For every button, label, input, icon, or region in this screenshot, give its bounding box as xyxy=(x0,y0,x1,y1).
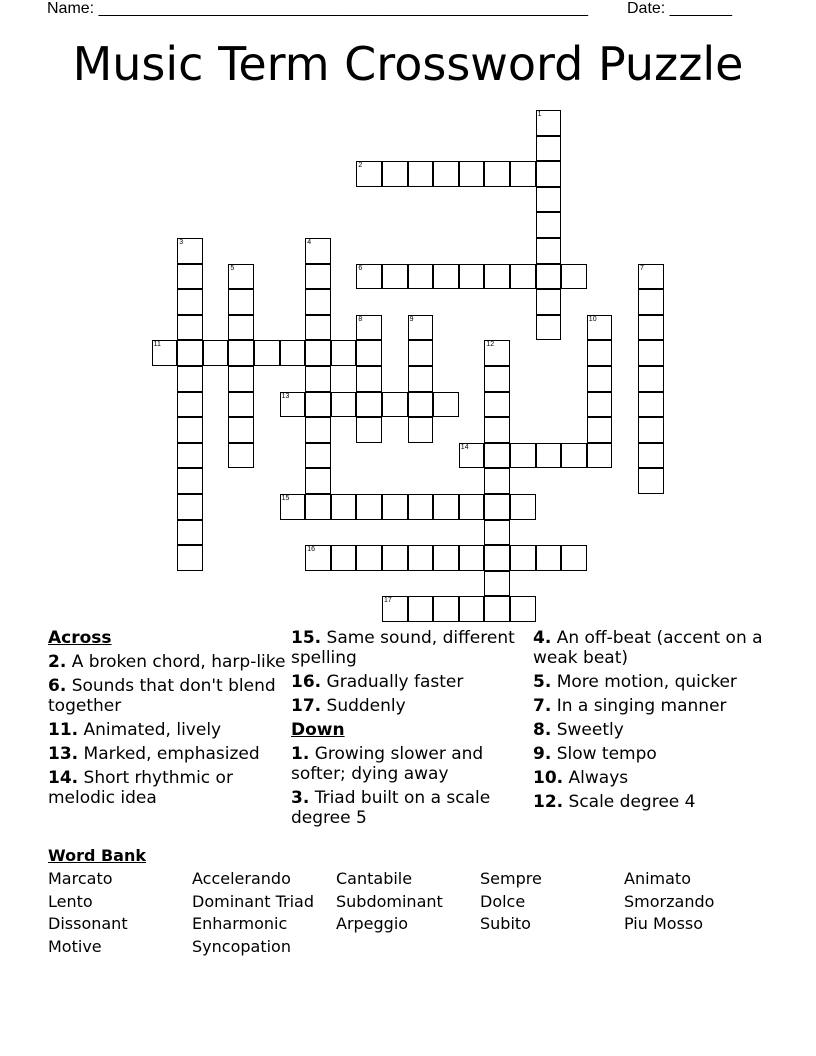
crossword-cell[interactable] xyxy=(408,340,434,366)
crossword-cell[interactable] xyxy=(484,545,510,571)
crossword-cell[interactable] xyxy=(177,520,203,546)
crossword-cell[interactable] xyxy=(638,264,664,290)
crossword-cell[interactable] xyxy=(356,340,382,366)
clue-across-13: 13. Marked, emphasized xyxy=(48,744,260,764)
clue-down-10: 10. Always xyxy=(533,768,629,788)
word-bank-item: Enharmonic xyxy=(192,914,288,934)
crossword-cell[interactable] xyxy=(305,468,331,494)
crossword-cell[interactable] xyxy=(331,494,357,520)
crossword-cell[interactable] xyxy=(305,366,331,392)
crossword-cell[interactable] xyxy=(484,468,510,494)
clue-down-7: 7. In a singing manner xyxy=(533,696,727,716)
crossword-cell[interactable] xyxy=(305,340,331,366)
crossword-cell[interactable] xyxy=(177,315,203,341)
crossword-cell[interactable] xyxy=(433,264,459,290)
crossword-cell[interactable] xyxy=(228,315,254,341)
crossword-cell[interactable] xyxy=(536,264,562,290)
crossword-cell[interactable] xyxy=(280,340,306,366)
clue-down-4: 4. An off-beat (accent on a weak beat) xyxy=(533,628,763,668)
crossword-cell[interactable] xyxy=(587,417,613,443)
crossword-cell[interactable] xyxy=(408,417,434,443)
crossword-cell[interactable] xyxy=(382,392,408,418)
crossword-cell[interactable] xyxy=(536,136,562,162)
crossword-cell[interactable] xyxy=(587,340,613,366)
word-bank-item: Marcato xyxy=(48,869,113,888)
clue-across-14: 14. Short rhythmic or melodic idea xyxy=(48,768,233,808)
crossword-cell[interactable] xyxy=(408,161,434,187)
crossword-cell[interactable] xyxy=(638,417,664,443)
crossword-cell[interactable] xyxy=(484,392,510,418)
clue-down-9: 9. Slow tempo xyxy=(533,744,657,764)
clue-down-8: 8. Sweetly xyxy=(533,720,624,740)
clue-down-3: 3. Triad built on a scale degree 5 xyxy=(291,788,491,828)
crossword-cell[interactable] xyxy=(484,161,510,187)
word-bank-item: Cantabile xyxy=(336,869,413,888)
crossword-cell[interactable] xyxy=(305,289,331,315)
crossword-cell[interactable] xyxy=(638,443,664,469)
crossword-cell[interactable] xyxy=(280,392,306,418)
crossword-cell[interactable] xyxy=(459,494,485,520)
crossword-cell[interactable] xyxy=(587,315,613,341)
crossword-cell[interactable] xyxy=(484,494,510,520)
word-bank xyxy=(48,846,768,959)
word-bank-item: Motive xyxy=(48,937,102,957)
crossword-cell[interactable] xyxy=(305,443,331,469)
crossword-cell[interactable] xyxy=(177,264,203,290)
crossword-cell[interactable] xyxy=(638,289,664,315)
crossword-cell[interactable] xyxy=(356,161,382,187)
crossword-cell[interactable] xyxy=(228,264,254,290)
crossword-cell[interactable] xyxy=(177,366,203,392)
crossword-cell[interactable] xyxy=(484,417,510,443)
crossword-cell[interactable] xyxy=(305,315,331,341)
crossword-cell[interactable] xyxy=(561,443,587,469)
crossword-cell[interactable] xyxy=(305,545,331,571)
word-bank-item: Animato xyxy=(624,869,691,888)
page-title: Music Term Crossword Puzzle xyxy=(72,37,744,91)
crossword-cell[interactable] xyxy=(484,264,510,290)
clue-across-17: 17. Suddenly xyxy=(291,696,406,716)
crossword-cell[interactable] xyxy=(382,545,408,571)
crossword-cell[interactable] xyxy=(331,340,357,366)
crossword-cell[interactable] xyxy=(484,443,510,469)
clue-number: 2 xyxy=(358,162,363,170)
clue-column-2 xyxy=(291,628,531,832)
word-bank-item: Arpeggio xyxy=(336,914,409,934)
across-heading: Across xyxy=(48,628,112,648)
clue-down-5: 5. More motion, quicker xyxy=(533,672,737,692)
crossword-cell[interactable] xyxy=(561,264,587,290)
crossword-cell[interactable] xyxy=(331,545,357,571)
crossword-cell[interactable] xyxy=(510,545,536,571)
crossword-cell[interactable] xyxy=(638,392,664,418)
crossword-cell[interactable] xyxy=(228,340,254,366)
crossword-cell[interactable] xyxy=(382,596,408,622)
crossword-cell[interactable] xyxy=(228,417,254,443)
crossword-cell[interactable] xyxy=(484,520,510,546)
crossword-cell[interactable] xyxy=(331,392,357,418)
crossword-cell[interactable] xyxy=(484,571,510,597)
crossword-cell[interactable] xyxy=(305,417,331,443)
word-bank-item: Piu Mosso xyxy=(624,914,704,934)
word-bank-item: Dolce xyxy=(480,891,526,911)
clue-number: 3 xyxy=(179,239,184,246)
crossword-cell[interactable] xyxy=(177,289,203,315)
crossword-cell[interactable] xyxy=(356,315,382,341)
crossword-cell[interactable] xyxy=(382,264,408,290)
crossword-cell[interactable] xyxy=(280,494,306,520)
clue-across-6: 6. Sounds that don't blend together xyxy=(48,676,276,716)
name-field-label[interactable]: Name: _______________________________________________________ xyxy=(47,0,588,17)
crossword-cell[interactable] xyxy=(510,596,536,622)
crossword-cell[interactable] xyxy=(536,110,562,136)
crossword-cell[interactable] xyxy=(408,545,434,571)
crossword-cell[interactable] xyxy=(638,366,664,392)
crossword-cell[interactable] xyxy=(433,392,459,418)
clue-number: 16 xyxy=(307,546,315,554)
crossword-cell[interactable] xyxy=(459,545,485,571)
word-bank-list xyxy=(48,868,768,959)
crossword-cell[interactable] xyxy=(382,494,408,520)
clue-column-3 xyxy=(533,628,773,816)
crossword-cell[interactable] xyxy=(433,494,459,520)
clue-number: 1 xyxy=(537,111,542,118)
clue-down-12: 12. Scale degree 4 xyxy=(533,792,696,812)
crossword-cell[interactable] xyxy=(356,545,382,571)
clue-across-15: 15. Same sound, different spelling xyxy=(291,628,515,668)
crossword-cell[interactable] xyxy=(459,443,485,469)
crossword-cell[interactable] xyxy=(152,340,178,366)
word-bank-item: Accelerando xyxy=(192,869,291,888)
word-bank-item: Lento xyxy=(48,891,93,911)
crossword-cell[interactable] xyxy=(510,443,536,469)
crossword-cell[interactable] xyxy=(536,187,562,213)
crossword-cell[interactable] xyxy=(177,468,203,494)
clue-number: 7 xyxy=(640,264,644,272)
crossword-cell[interactable] xyxy=(587,443,613,469)
crossword-cell[interactable] xyxy=(536,161,562,187)
crossword-cell[interactable] xyxy=(177,417,203,443)
crossword-cell[interactable] xyxy=(177,238,203,264)
clue-number: 13 xyxy=(281,392,290,400)
crossword-cell[interactable] xyxy=(203,340,229,366)
crossword-cell[interactable] xyxy=(382,161,408,187)
crossword-cell[interactable] xyxy=(305,494,331,520)
crossword-cell[interactable] xyxy=(228,289,254,315)
crossword-cell[interactable] xyxy=(433,596,459,622)
word-bank-item: Sempre xyxy=(480,869,542,888)
crossword-cell[interactable] xyxy=(356,264,382,290)
clue-column-1 xyxy=(48,628,288,812)
crossword-cell[interactable] xyxy=(536,238,562,264)
crossword-cell[interactable] xyxy=(408,366,434,392)
crossword-cell[interactable] xyxy=(177,545,203,571)
word-bank-item: Smorzando xyxy=(624,891,715,911)
clue-number: 10 xyxy=(588,315,597,323)
crossword-cell[interactable] xyxy=(561,545,587,571)
crossword-cell[interactable] xyxy=(305,392,331,418)
crossword-cell[interactable] xyxy=(228,392,254,418)
clue-down-1: 1. Growing slower and softer; dying away xyxy=(291,744,484,784)
clue-number: 15 xyxy=(281,495,290,502)
crossword-cell[interactable] xyxy=(536,545,562,571)
crossword-cell[interactable] xyxy=(536,443,562,469)
crossword-cell[interactable] xyxy=(254,340,280,366)
crossword-cell[interactable] xyxy=(408,264,434,290)
word-bank-item: Subito xyxy=(480,914,531,934)
crossword-cell[interactable] xyxy=(484,596,510,622)
crossword-cell[interactable] xyxy=(459,161,485,187)
clue-number: 9 xyxy=(409,315,414,323)
clue-number: 4 xyxy=(307,239,312,246)
crossword-cell[interactable] xyxy=(356,494,382,520)
clue-number: 6 xyxy=(358,264,363,272)
crossword-cell[interactable] xyxy=(459,596,485,622)
crossword-cell[interactable] xyxy=(587,366,613,392)
clue-number: 8 xyxy=(358,315,363,323)
crossword-cell[interactable] xyxy=(177,392,203,418)
crossword-cell[interactable] xyxy=(484,366,510,392)
crossword-cell[interactable] xyxy=(228,366,254,392)
crossword-cell[interactable] xyxy=(459,264,485,290)
crossword-cell[interactable] xyxy=(305,238,331,264)
clue-number: 14 xyxy=(460,443,469,451)
clue-across-2: 2. A broken chord, harp-like xyxy=(48,652,286,672)
crossword-cell[interactable] xyxy=(305,264,331,290)
word-bank-item: Syncopation xyxy=(192,937,291,957)
crossword-cell[interactable] xyxy=(408,315,434,341)
clue-across-16: 16. Gradually faster xyxy=(291,672,464,692)
crossword-cell[interactable] xyxy=(177,340,203,366)
clue-number: 11 xyxy=(153,341,161,349)
crossword-cell[interactable] xyxy=(638,315,664,341)
crossword-cell[interactable] xyxy=(638,340,664,366)
crossword-cell[interactable] xyxy=(356,417,382,443)
down-heading: Down xyxy=(291,720,345,740)
crossword-cell[interactable] xyxy=(536,212,562,238)
crossword-cell[interactable] xyxy=(356,366,382,392)
crossword-cell[interactable] xyxy=(177,494,203,520)
crossword-cell[interactable] xyxy=(484,340,510,366)
clues-section xyxy=(0,628,816,838)
word-bank-item: Dissonant xyxy=(48,914,128,934)
crossword-cell[interactable] xyxy=(510,161,536,187)
crossword-cell[interactable] xyxy=(510,264,536,290)
crossword-cell[interactable] xyxy=(433,545,459,571)
crossword-cell[interactable] xyxy=(433,161,459,187)
crossword-cell[interactable] xyxy=(536,315,562,341)
crossword-cell[interactable] xyxy=(510,494,536,520)
crossword-cell[interactable] xyxy=(408,392,434,418)
crossword-cell[interactable] xyxy=(408,596,434,622)
clue-number: 17 xyxy=(384,597,392,605)
clue-number: 5 xyxy=(230,264,235,272)
word-bank-item: Subdominant xyxy=(336,891,443,911)
crossword-cell[interactable] xyxy=(638,468,664,494)
crossword-cell[interactable] xyxy=(177,443,203,469)
clue-across-11: 11. Animated, lively xyxy=(48,720,222,740)
word-bank-title: Word Bank xyxy=(48,846,147,865)
crossword-cell[interactable] xyxy=(356,392,382,418)
crossword-cell[interactable] xyxy=(408,494,434,520)
word-bank-item: Dominant Triad xyxy=(192,891,314,911)
clue-number: 12 xyxy=(486,341,495,349)
crossword-cell[interactable] xyxy=(536,289,562,315)
date-field-label[interactable]: Date: _______ xyxy=(627,0,732,17)
crossword-cell[interactable] xyxy=(228,443,254,469)
crossword-cell[interactable] xyxy=(587,392,613,418)
